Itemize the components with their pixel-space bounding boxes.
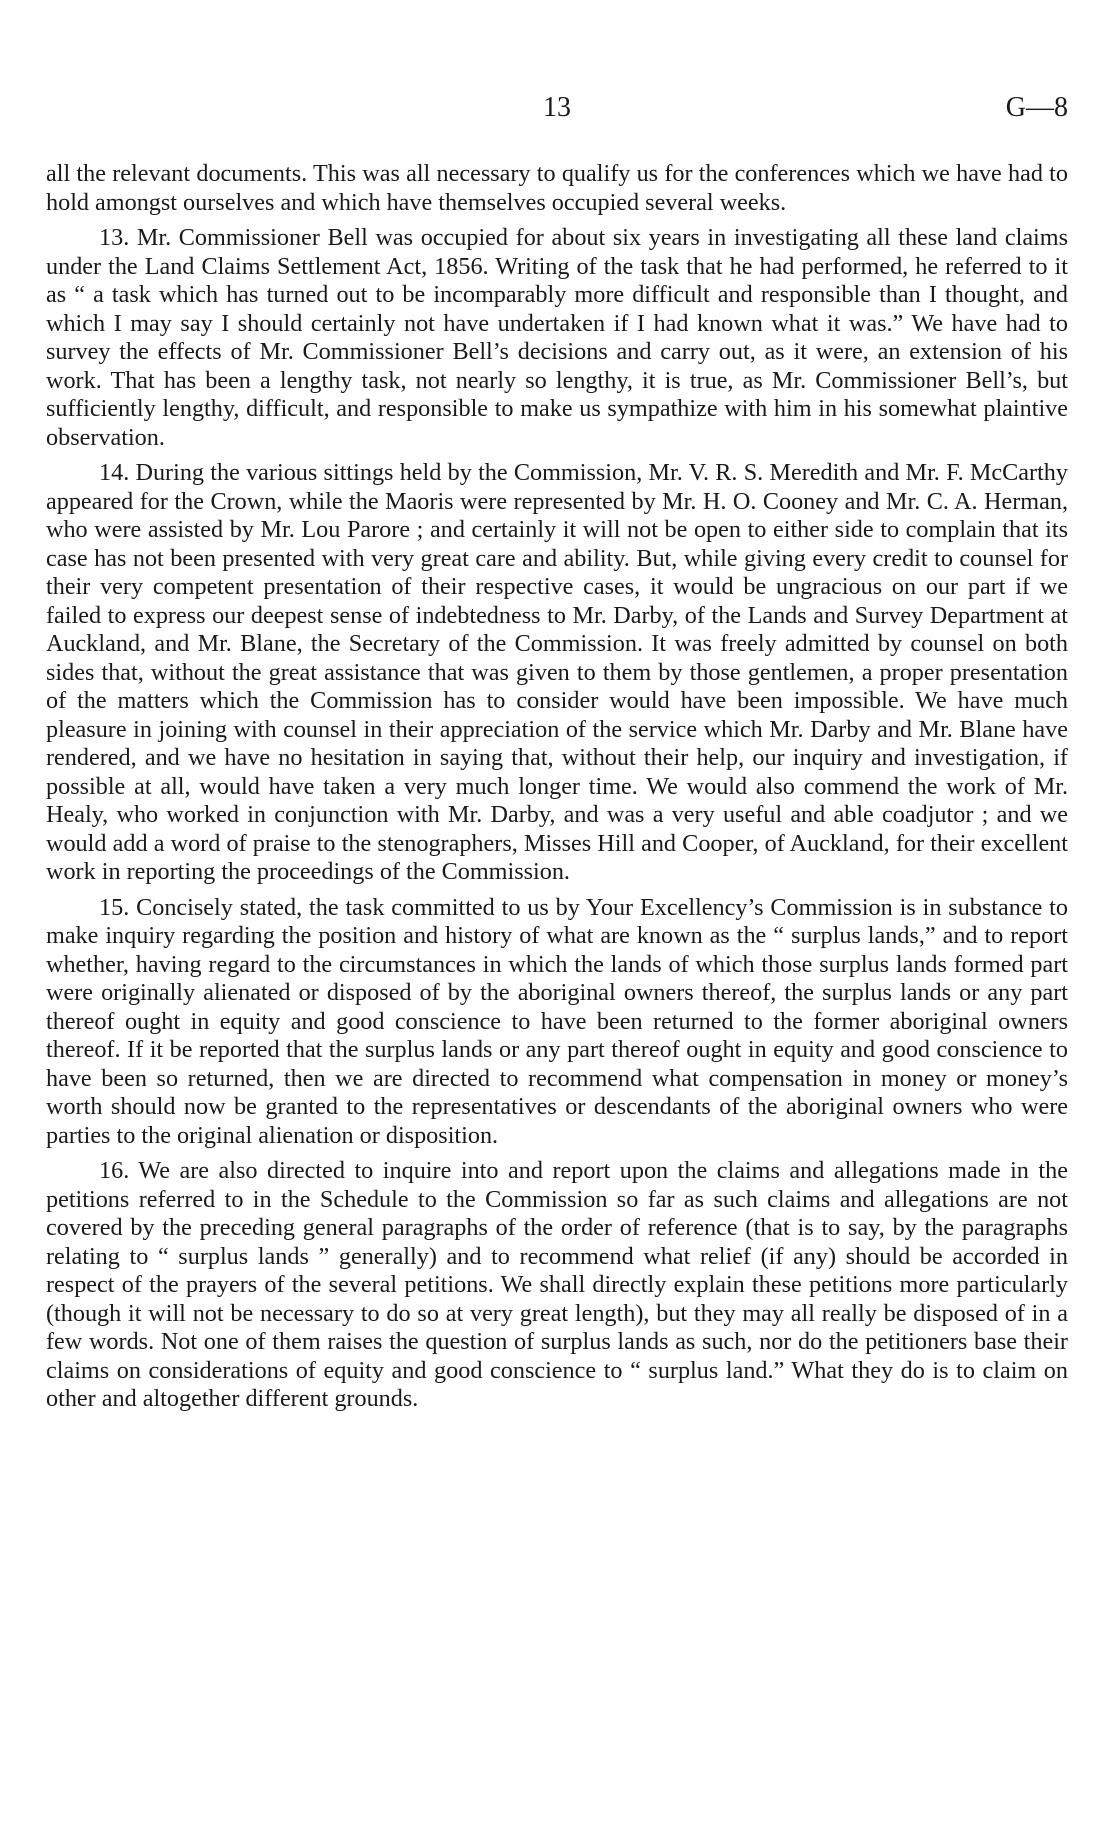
paragraph-continuation: all the relevant documents. This was all necessary to qualify us for the conferences which we have had to hold amongst ourselves and which have themselves occupied several weeks. [46, 160, 1068, 216]
paragraph-16: 16. We are also directed to inquire into and report upon the claims and allegations made in the petitions referred to in the Schedule to the Commission so far as such claims and allegations are not covered by the preceding general paragraphs of the order of reference (that is to say, by the paragraphs relating to “ surplus lands ” generally) and to recommend what relief (if any) should be accorded in respect of the prayers of the several petitions. We shall directly explain these petitions more particularly (though it will not be necessary to do so at very great length), but they may all really be disposed of in a few words. Not one of them raises the question of surplus lands as such, nor do the petitioners base their claims on considerations of equity and good conscience to “ surplus land.” What they do is to claim on other and altogether different grounds. [46, 1157, 1068, 1412]
page-number: 13 [543, 92, 571, 123]
document-reference: G—8 [1005, 92, 1068, 123]
paragraph-13: 13. Mr. Commissioner Bell was occupied for about six years in investigating all these land claims under the Land Claims Settlement Act, 1856. Writing of the task that he had performed, he referred to it as “ a task which has turned out to be incomparably more difficult and responsible than I thought, and which I may say I should certainly not have undertaken if I had known what it was.” We have had to survey the effects of Mr. Commissioner Bell’s decisions and carry out, as it were, an extension of his work. That has been a lengthy task, not nearly so lengthy, it is true, as Mr. Commissioner Bell’s, but sufficiently lengthy, difficult, and responsible to make us sympathize with him in his somewhat plaintive observation. [46, 224, 1068, 451]
page-header [46, 88, 1068, 128]
body-text [46, 160, 1068, 1421]
paragraph-15: 15. Concisely stated, the task committed to us by Your Excellency’s Commission is in substance to make inquiry regarding the position and history of what are known as the “ surplus lands,” and to report whether, having regard to the circumstances in which the lands of which those surplus lands formed part were originally alienated or disposed of by the aboriginal owners thereof, the surplus lands or any part thereof ought in equity and good conscience to have been returned to the former aboriginal owners thereof. If it be reported that the surplus lands or any part thereof ought in equity and good conscience to have been so returned, then we are directed to recommend what compensation in money or money’s worth should now be granted to the representatives or descendants of the aboriginal owners who were parties to the original alienation or disposition. [46, 893, 1068, 1149]
paragraph-14: 14. During the various sittings held by the Commission, Mr. V. R. S. Meredith and Mr. F. McCarthy appeared for the Crown, while the Maoris were represented by Mr. H. O. Cooney and Mr. C. A. Herman, who were assisted by Mr. Lou Parore ; and certainly it will not be open to either side to complain that its case has not been presented with very great care and ability. But, while giving every credit to counsel for their very competent presentation of their respective cases, it would be ungracious on our part if we failed to express our deepest sense of indebtedness to Mr. Darby, of the Lands and Survey Department at Auckland, and Mr. Blane, the Secretary of the Commission. It was freely admitted by counsel on both sides that, without the great assistance that was given to them by those gentlemen, a proper presentation of the matters which the Commission has to consider would have been impossible. We have much pleasure in joining with counsel in their appreciation of the service which Mr. Darby and Mr. Blane have rendered, and we have no hesitation in saying that, without their help, our inquiry and investigation, if possible at all, would have taken a very much longer time. We would also commend the work of Mr. Healy, who worked in conjunction with Mr. Darby, and was a very useful and able coadjutor ; and we would add a word of praise to the stenographers, Misses Hill and Cooper, of Auckland, for their excellent work in reporting the proceedings of the Commission. [46, 459, 1068, 885]
